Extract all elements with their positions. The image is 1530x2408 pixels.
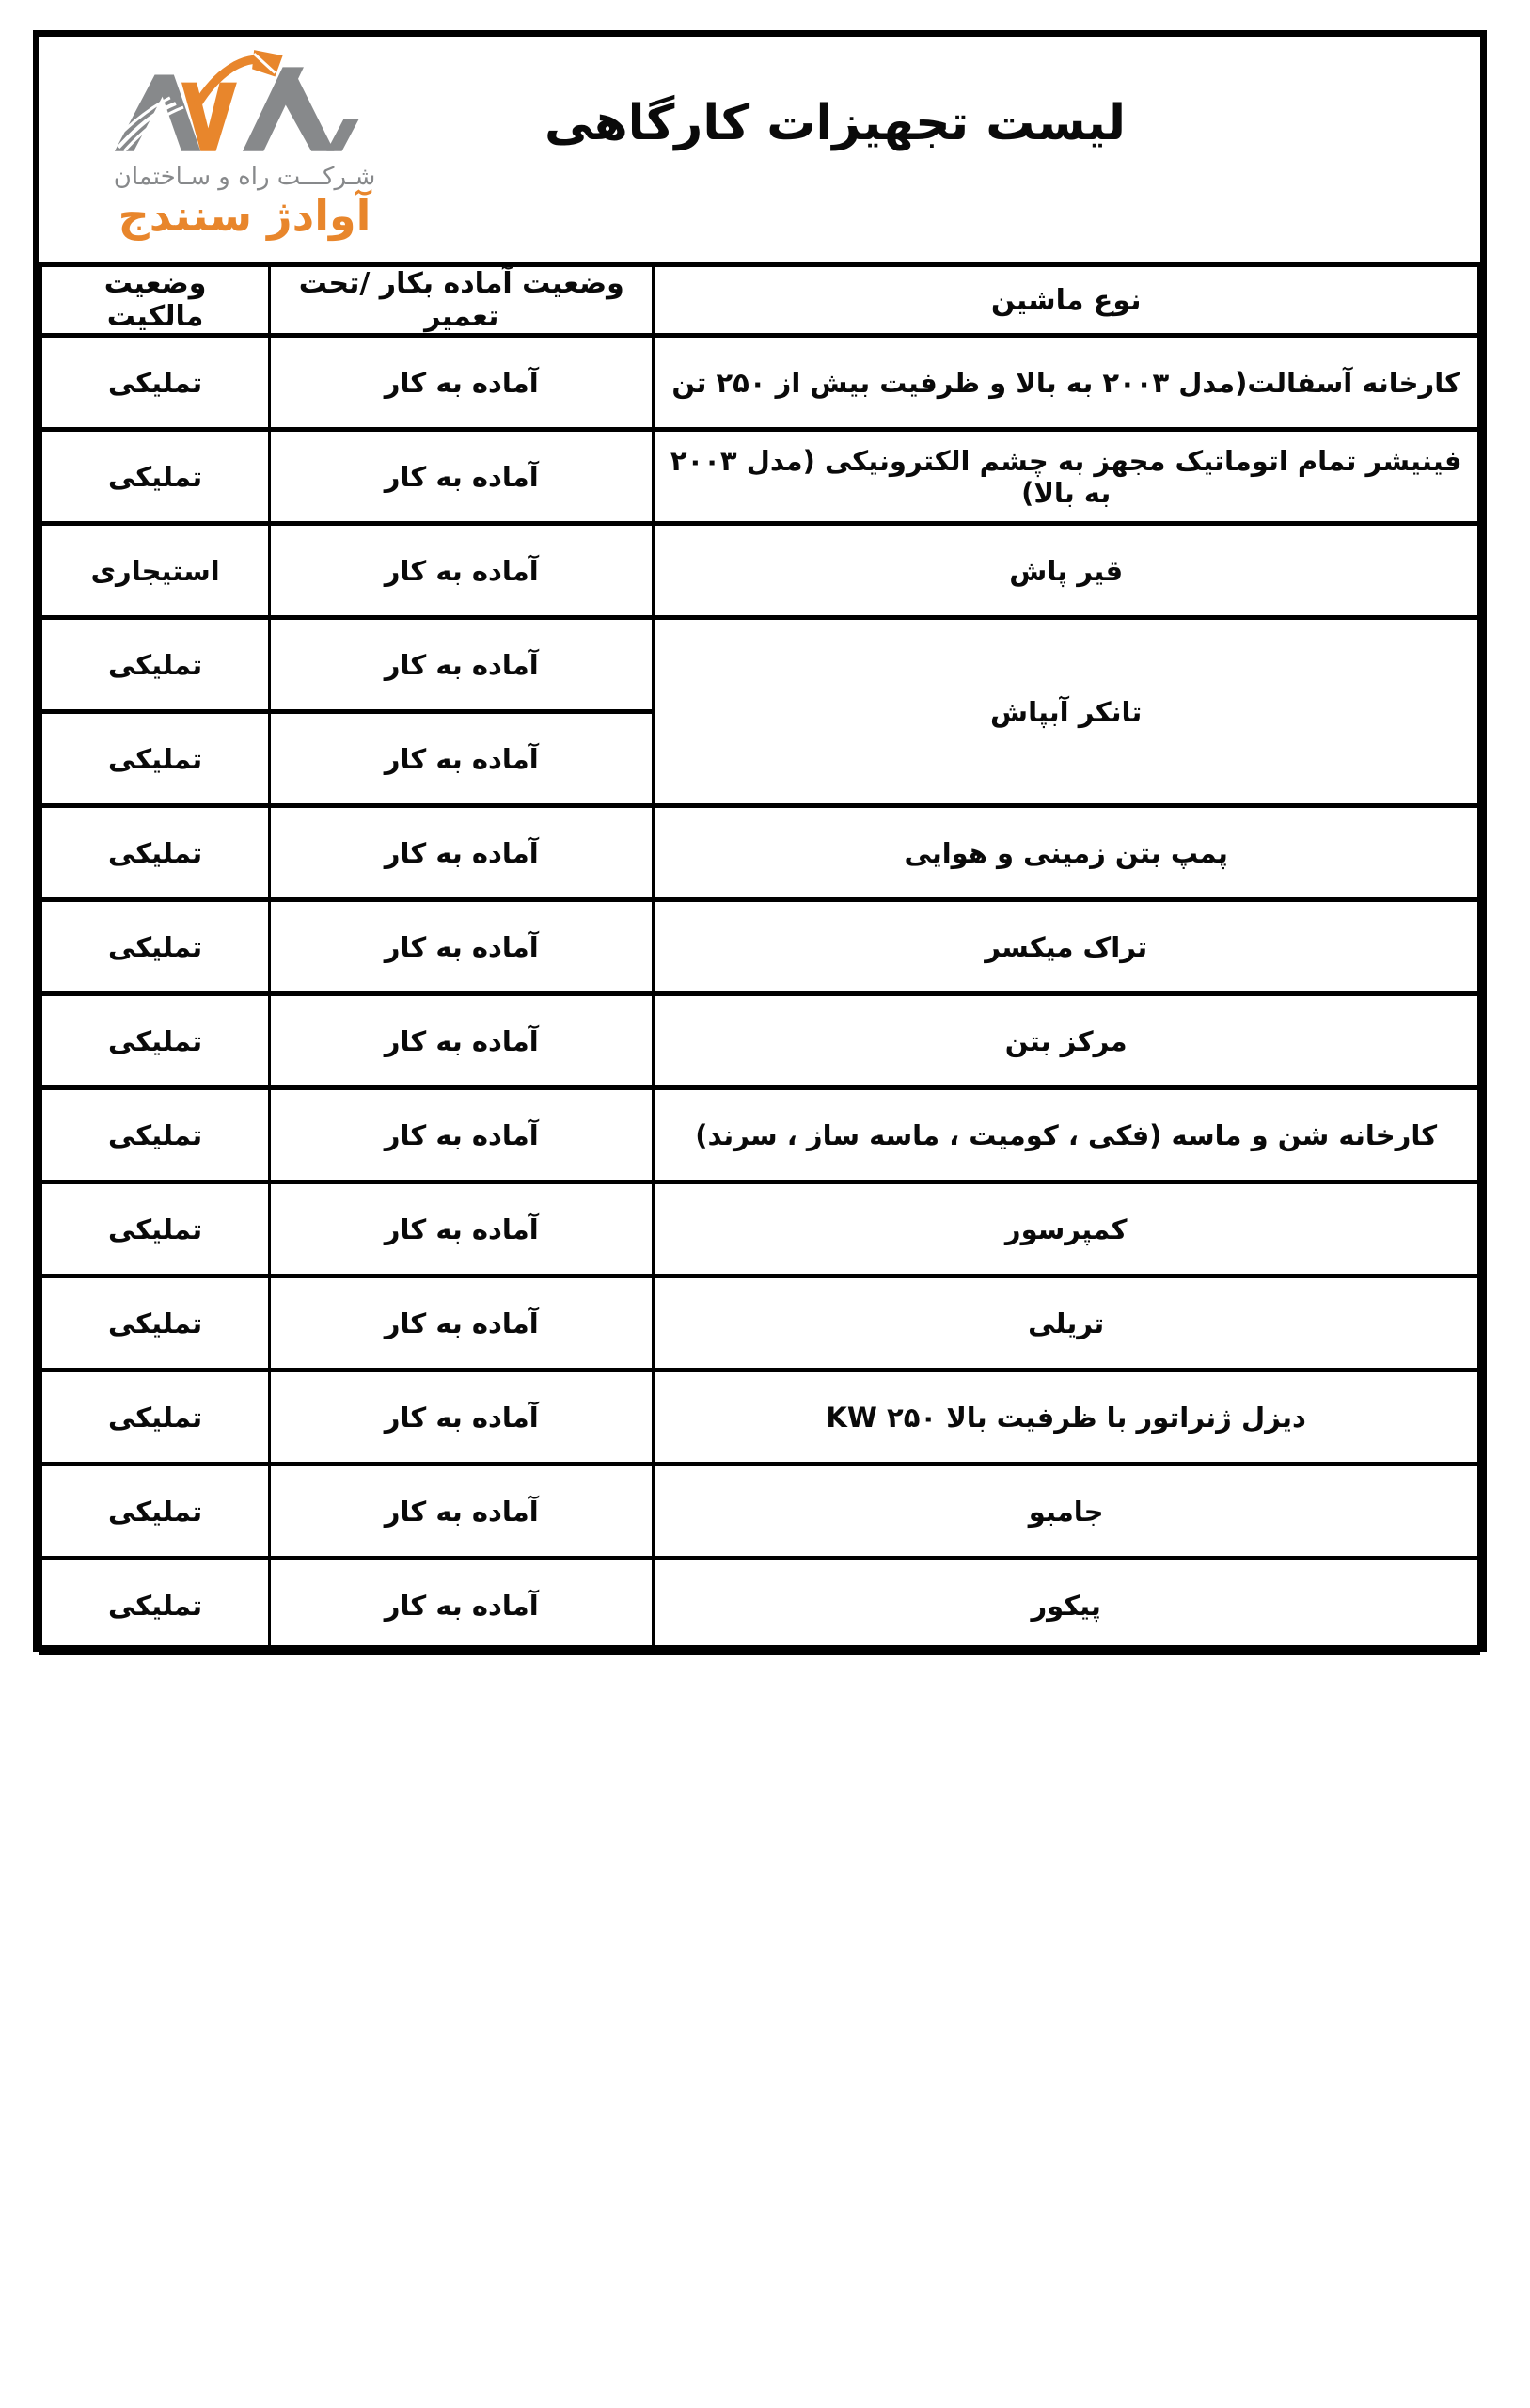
ownership-cell: تملیکی xyxy=(41,618,270,712)
table-row xyxy=(41,430,1479,524)
table-row xyxy=(41,1182,1479,1276)
ownership-cell: تملیکی xyxy=(41,1370,270,1465)
ownership-cell: تملیکی xyxy=(41,1276,270,1370)
table-row xyxy=(41,994,1479,1088)
ownership-cell: تملیکی xyxy=(41,994,270,1088)
header-ownership-status: وضعیت مالکیت xyxy=(41,265,270,336)
status-cell: آماده به کار xyxy=(270,1182,654,1276)
machine-cell: پمپ بتن زمینی و هوایی xyxy=(654,806,1479,900)
table-row xyxy=(41,524,1479,618)
ownership-cell: تملیکی xyxy=(41,900,270,994)
status-cell: آماده به کار xyxy=(270,1088,654,1182)
ownership-cell: تملیکی xyxy=(41,336,270,430)
machine-cell: فینیشر تمام اتوماتیک مجهز به چشم الکترونیکی (مدل ۲۰۰۳ به بالا) xyxy=(654,430,1479,524)
table-header-row xyxy=(41,265,1479,336)
machine-cell: تانکر آبپاش xyxy=(654,618,1479,806)
machine-cell: قیر پاش xyxy=(654,524,1479,618)
table-row xyxy=(41,806,1479,900)
ownership-cell: تملیکی xyxy=(41,712,270,806)
machine-cell: مرکز بتن xyxy=(654,994,1479,1088)
status-cell: آماده به کار xyxy=(270,336,654,430)
ownership-cell: تملیکی xyxy=(41,1182,270,1276)
document-header xyxy=(39,37,1480,262)
status-cell: آماده به کار xyxy=(270,524,654,618)
table-row xyxy=(41,336,1479,430)
company-tagline: شـرکـــت راه و سـاختمان xyxy=(113,163,376,191)
document-sheet xyxy=(33,30,1487,1652)
header-machine-type: نوع ماشین xyxy=(654,265,1479,336)
status-cell: آماده به کار xyxy=(270,1465,654,1559)
status-cell: آماده به کار xyxy=(270,618,654,712)
status-cell: آماده به کار xyxy=(270,1370,654,1465)
ownership-cell: تملیکی xyxy=(41,1559,270,1653)
machine-cell: تریلی xyxy=(654,1276,1479,1370)
status-cell: آماده به کار xyxy=(270,1276,654,1370)
header-readiness-status: وضعیت آماده بکار /تحت تعمیر xyxy=(270,265,654,336)
ownership-cell: تملیکی xyxy=(41,430,270,524)
table-row xyxy=(41,1559,1479,1653)
table-row xyxy=(41,1370,1479,1465)
table-row xyxy=(41,1276,1479,1370)
table-row xyxy=(41,618,1479,712)
status-cell: آماده به کار xyxy=(270,430,654,524)
status-cell: آماده به کار xyxy=(270,712,654,806)
machine-cell: کارخانه شن و ماسه (فکی ، کومیت ، ماسه ساز ، سرند) xyxy=(654,1088,1479,1182)
ownership-cell: تملیکی xyxy=(41,1465,270,1559)
page-title: لیست تجهیزات کارگاهی xyxy=(544,95,1127,151)
machine-cell: پیکور xyxy=(654,1559,1479,1653)
status-cell: آماده به کار xyxy=(270,1559,654,1653)
machine-cell: کمپرسور xyxy=(654,1182,1479,1276)
status-cell: آماده به کار xyxy=(270,900,654,994)
machine-cell: تراک میکسر xyxy=(654,900,1479,994)
table-row xyxy=(41,900,1479,994)
ownership-cell: استیجاری xyxy=(41,524,270,618)
company-name: آوادژ سنندج xyxy=(118,190,371,242)
status-cell: آماده به کار xyxy=(270,994,654,1088)
ownership-cell: تملیکی xyxy=(41,1088,270,1182)
equipment-table xyxy=(39,262,1480,1655)
table-row xyxy=(41,1088,1479,1182)
table-row xyxy=(41,1465,1479,1559)
machine-cell: کارخانه آسفالت(مدل ۲۰۰۳ به بالا و ظرفیت بیش از ۲۵۰ تن xyxy=(654,336,1479,430)
status-cell: آماده به کار xyxy=(270,806,654,900)
machine-cell: دیزل ژنراتور با ظرفیت بالا ۲۵۰ KW xyxy=(654,1370,1479,1465)
ownership-cell: تملیکی xyxy=(41,806,270,900)
machine-cell: جامبو xyxy=(654,1465,1479,1559)
